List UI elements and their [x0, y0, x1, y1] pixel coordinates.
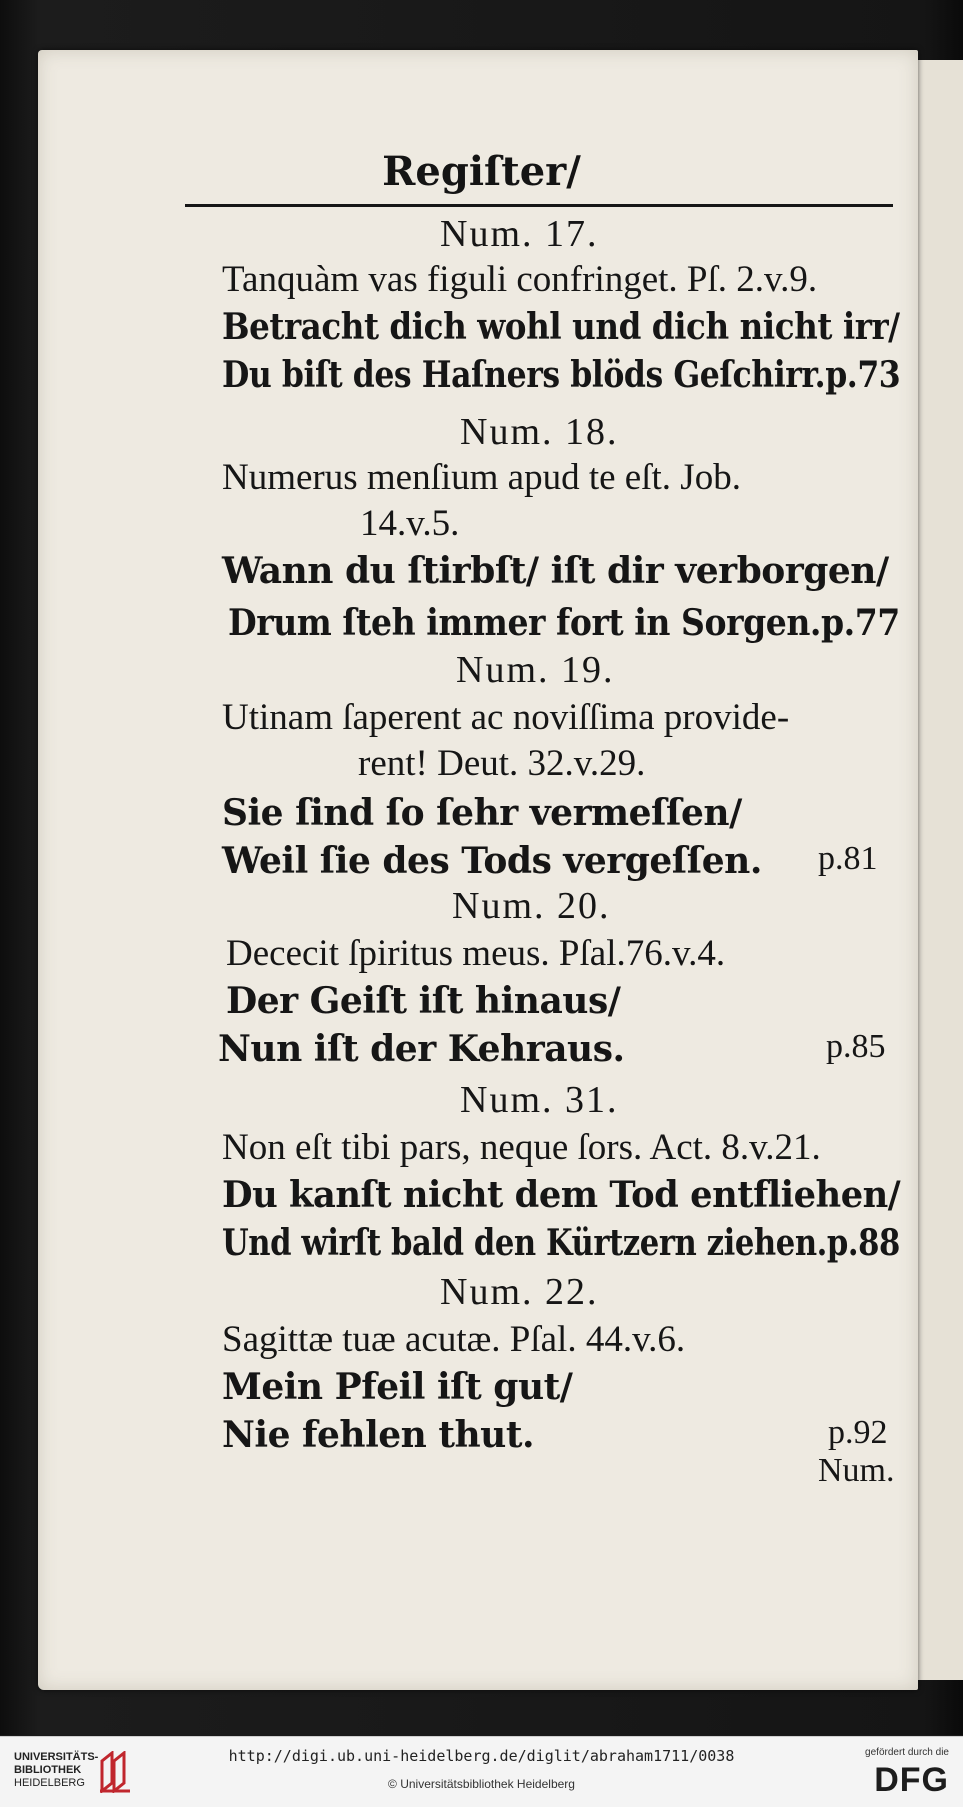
german-verse-line: Du kanſt nicht dem Tod entfliehen/	[222, 1174, 901, 1216]
latin-line: rent! Deut. 32.v.29.	[358, 743, 646, 784]
copyright-notice: © Universitätsbibliothek Heidelberg	[388, 1777, 575, 1791]
german-verse-line: Und wirſt bald den Kürtzern ziehen.p.88	[222, 1222, 900, 1264]
entry-number: Num. 19.	[456, 649, 615, 691]
latin-line: Utinam ſaperent ac noviſſima provide-	[222, 697, 790, 738]
header-rule	[185, 204, 893, 207]
logo-line: UNIVERSITÄTS-	[14, 1751, 99, 1763]
page-header-title: Regiſter/	[382, 148, 581, 195]
entry-number: Num. 31.	[460, 1079, 619, 1121]
catchword: Num.	[818, 1452, 895, 1489]
german-verse-line: Nun iſt der Kehraus.	[218, 1028, 625, 1070]
entry-number: Num. 20.	[452, 885, 611, 927]
latin-line: Non eſt tibi pars, neque ſors. Act. 8.v.21.	[222, 1127, 821, 1168]
entry-number: Num. 18.	[460, 411, 619, 453]
latin-line: 14.v.5.	[360, 503, 460, 544]
funded-by-label: gefördert durch die	[865, 1747, 949, 1758]
german-verse-line: Wann du ſtirbſt/ iſt dir verborgen/	[222, 550, 889, 592]
dfg-logo[interactable]: DFG	[874, 1761, 949, 1799]
viewer-footer	[0, 1736, 963, 1807]
german-verse-line: Weil ſie des Tods vergeſſen.	[222, 840, 762, 882]
page-reference: p.81	[818, 840, 878, 877]
logo-line: BIBLIOTHEK	[14, 1764, 82, 1776]
german-verse-line: Der Geiſt iſt hinaus/	[226, 980, 621, 1022]
page-reference: p.85	[826, 1028, 886, 1065]
german-verse-line: Sie ſind ſo ſehr vermeſſen/	[222, 792, 742, 834]
latin-line: Sagittæ tuæ acutæ. Pſal. 44.v.6.	[222, 1319, 686, 1360]
latin-line: Tanquàm vas figuli confringet. Pſ. 2.v.9.	[222, 259, 818, 300]
latin-line: Numerus menſium apud te eſt. Job.	[222, 457, 741, 498]
entry-number: Num. 17.	[440, 213, 599, 255]
permalink-url[interactable]: http://digi.ub.uni-heidelberg.de/diglit/abraham1711/0038	[228, 1747, 735, 1765]
german-verse-line: Du biſt des Haſners blöds Geſchirr.p.73	[222, 354, 901, 396]
latin-line: Dececit ſpiritus meus. Pſal.76.v.4.	[226, 933, 726, 974]
logo-line: HEIDELBERG	[14, 1777, 85, 1789]
german-verse-line: Drum ſteh immer fort in Sorgen.p.77	[228, 602, 900, 644]
german-verse-line: Mein Pfeil iſt gut/	[222, 1366, 573, 1408]
page-reference: p.92	[828, 1414, 888, 1451]
entry-number: Num. 22.	[440, 1271, 599, 1313]
german-verse-line: Betracht dich wohl und dich nicht irr/	[222, 306, 900, 348]
german-verse-line: Nie fehlen thut.	[222, 1414, 535, 1456]
